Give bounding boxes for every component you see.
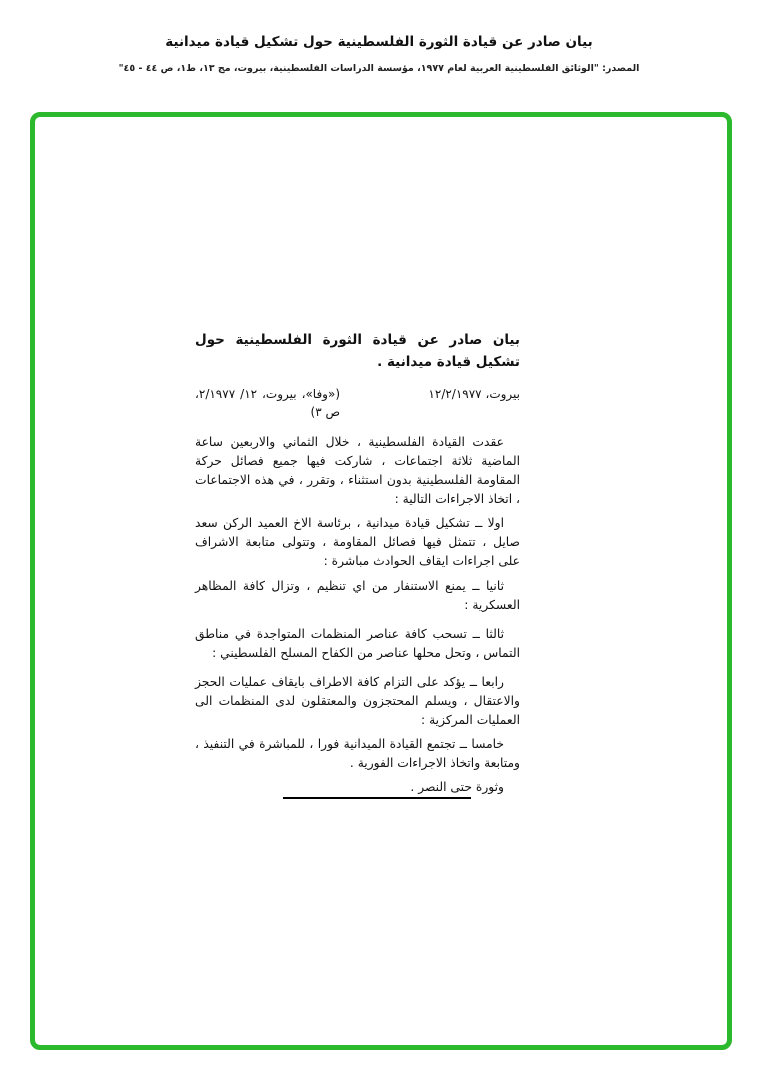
document-text-block bbox=[195, 330, 520, 802]
dateline-citation: («وفا»، بيروت، ١٢/ ٢/١٩٧٧، ص ٣) bbox=[195, 387, 341, 420]
dateline-date: بيروت، ١٢/٢/١٩٧٧ bbox=[428, 387, 520, 402]
document-body bbox=[195, 433, 520, 797]
paragraph-intro: عقدت القيادة الفلسطينية ، خلال الثماني والاربعين ساعة الماضية ثلاثة اجتماعات ، شاركت فيها جميع فصائل حركة المقاومة الفلسطينية بدون استثناء ، وتقرر ، في هذه الاجتماعات ، اتخاذ الاجراءات التالية : bbox=[195, 435, 520, 507]
page-header bbox=[0, 34, 758, 74]
paragraph-third: ثالثا ــ تسحب كافة عناصر المنظمات المتواجدة في مناطق التماس ، وتحل محلها عناصر من الكفاح المسلح الفلسطيني : bbox=[195, 626, 520, 660]
dateline bbox=[195, 385, 520, 421]
paragraph-second: ثانيا ــ يمنع الاستنفار من اي تنظيم ، وتزال كافة المظاهر العسكرية : bbox=[195, 578, 520, 612]
document-title: بيان صادر عن قيادة الثورة الفلسطينية حول تشكيل قيادة ميدانية . bbox=[195, 332, 520, 370]
paragraph-fourth: رابعا ــ يؤكد على التزام كافة الاطراف بايقاف عمليات الحجز والاعتقال ، ويسلم المحتجزون والمعتقلون لدى المنظمات الى العمليات المركزية : bbox=[195, 674, 520, 727]
paragraph-closing: وثورة حتى النصر . bbox=[410, 779, 504, 794]
header-title: بيان صادر عن قيادة الثورة الفلسطينية حول تشكيل قيادة ميدانية bbox=[165, 34, 593, 50]
footer-divider bbox=[283, 797, 471, 799]
paragraph-fifth: خامسا ــ تجتمع القيادة الميدانية فورا ، للمباشرة في التنفيذ ، ومتابعة واتخاذ الاجراءات الفورية . bbox=[195, 736, 520, 770]
scanned-page-frame bbox=[30, 112, 732, 1050]
header-source-line: المصدر: "الوثائق الفلسطينية العربية لعام ١٩٧٧، مؤسسة الدراسات الفلسطينية، بيروت، مج ١٣، ط١، ص ٤٤ - ٤٥" bbox=[118, 63, 640, 74]
paragraph-first: اولا ــ تشكيل قيادة ميدانية ، برئاسة الاخ العميد الركن سعد صايل ، تتمثل فيها فصائل المقاومة ، وتتولى متابعة الاشراف على اجراءات ايقاف الحوادث مباشرة : bbox=[195, 516, 520, 569]
